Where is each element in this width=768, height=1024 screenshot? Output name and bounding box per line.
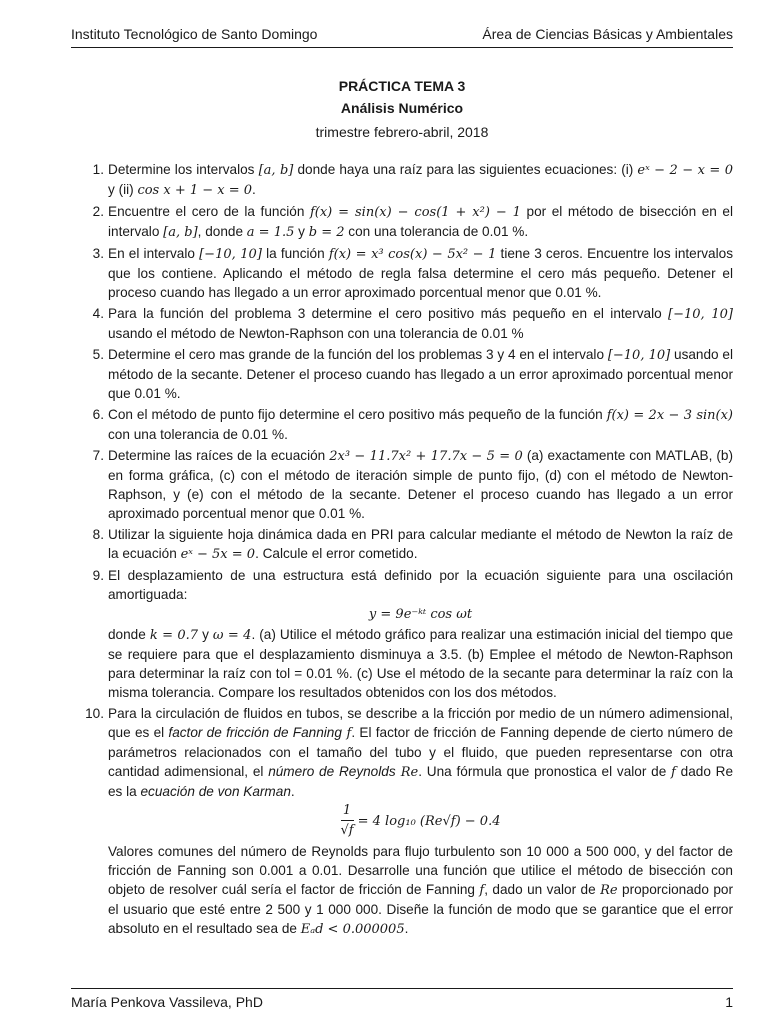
problem-text: la función xyxy=(261,246,329,261)
problem-text: Determine el cero mas grande de la función del los problemas 3 y 4 en el intervalo xyxy=(108,347,608,362)
problem-text: , donde xyxy=(197,224,247,239)
equation-rhs: = 4 log₁₀ (Re√f) − 0.4 xyxy=(357,814,501,829)
problem-number: 4. xyxy=(92,306,104,321)
problem-1 xyxy=(92,160,734,200)
problem-2 xyxy=(92,202,733,242)
problem-number: 6. xyxy=(92,407,104,422)
problem-text: y xyxy=(294,224,309,239)
math-inline: cos x + 1 − x = 0 xyxy=(137,183,253,198)
math-inline: Re xyxy=(600,883,618,898)
page-header xyxy=(71,25,733,44)
problem-text: , dado un valor de xyxy=(484,882,601,897)
problem-text: El desplazamiento de una estructura está definido por la ecuación siguiente para una oscilación amortiguada: xyxy=(108,568,733,602)
problem-text: con una tolerancia de 0.01 %. xyxy=(108,427,288,442)
problem-text: tiene 3 ceros. Encuentre los intervalos que los contiene. Aplicando el método de regla falsa determine el cero más pequeño. Detener el proceso cuando has llegado a un error aproximado porcentual menor que 0.01 %. xyxy=(108,246,733,300)
problem-number: 7. xyxy=(92,448,104,463)
practice-title: PRÁCTICA TEMA 3 xyxy=(338,78,466,94)
fraction-denominator: √f xyxy=(340,823,354,838)
math-inline: eˣ − 5x = 0 xyxy=(180,547,256,562)
math-inline: f xyxy=(341,726,352,741)
problem-5 xyxy=(92,345,733,403)
problem-text: Utilizar la siguiente hoja dinámica dada en PRI para calcular mediante el método de Newton la raíz de la ecuación xyxy=(108,527,733,561)
problem-text: . (a) Utilice el método gráfico para realizar una estimación inicial del tiempo que se requiere para que el desplazamiento disminuya a 3.5. (b) Emplee el método de Newton-Raphson para determinar la raíz con tol = 0.01 %. (c) Use el método de la secante para determinar la raíz con la misma tolerancia. Compare los resultados obtenidos con los dos métodos. xyxy=(108,627,734,700)
problem-6 xyxy=(92,405,733,444)
problem-text: Para la función del problema 3 determine el cero positivo más pequeño en el intervalo xyxy=(108,306,669,321)
header-rule xyxy=(71,47,733,48)
math-inline: f(x) = x³ cos(x) − 5x² − 1 xyxy=(328,247,497,262)
problem-text: y xyxy=(198,627,213,642)
problem-text: Valores comunes del número de Reynolds para flujo turbulento son 10 000 a 500 000, y del factor de fricción de Fanning son 0.001 a 0.01. Desarrolle una función que utilice el método de bisección con objeto de resolver cuál sería el factor de fricción de Fanning xyxy=(108,844,733,897)
math-inline: [−10, 10] xyxy=(668,307,733,322)
footer-author: María Penkova Vassileva, PhD xyxy=(71,994,263,1010)
page-footer xyxy=(71,993,733,1012)
fraction xyxy=(341,802,354,841)
footer-rule xyxy=(71,988,733,989)
math-inline: ω = 4 xyxy=(212,628,252,643)
title-block xyxy=(71,76,733,142)
problem-number: 5. xyxy=(92,347,104,362)
math-inline: f xyxy=(479,883,485,898)
math-inline: 2x³ − 11.7x² + 17.7x − 5 = 0 xyxy=(329,449,523,464)
math-inline: f xyxy=(671,765,676,780)
problem-text: donde haya una raíz para las siguientes ecuaciones: (i) xyxy=(293,162,638,177)
problem-text: usando el método de Newton-Raphson con una tolerancia de 0.01 % xyxy=(108,326,524,341)
problem-text: . xyxy=(290,784,295,799)
problem-number: 2. xyxy=(92,204,104,219)
problem-text: proporcionado por el usuario que esté entre 2 500 y 1 000 000. Diseñe la función de modo que se garantice que el error absoluto en el resultado sea de xyxy=(108,882,733,936)
problem-list xyxy=(85,160,734,941)
math-inline: Eₐd < 0.000005 xyxy=(300,922,405,937)
math-inline: [−10, 10] xyxy=(199,247,262,262)
problem-number: 3. xyxy=(92,246,104,261)
term-line: trimestre febrero-abril, 2018 xyxy=(315,124,489,140)
problem-text: Encuentre el cero de la función xyxy=(108,204,310,219)
problem-text: Para la circulación de fluidos en tubos, se describe a la fricción por medio de un número adimensional, que es el xyxy=(108,706,733,740)
problem-text: . xyxy=(252,182,256,197)
math-inline: f(x) = 2x − 3 sin(x) xyxy=(606,408,733,423)
math-inline: [−10, 10] xyxy=(607,348,671,363)
math-inline: a = 1.5 xyxy=(246,225,295,240)
emphasis-term: factor de fricción de Fanning xyxy=(168,725,342,740)
problem-text: . Una fórmula que pronostica el valor de xyxy=(418,764,672,779)
problem-text: usando el método de la secante. Detener el proceso cuando has llegado a un error aproximado porcentual menor que 0.01 %. xyxy=(108,347,733,401)
problem-9 xyxy=(92,566,734,702)
problem-text: dado Re es la xyxy=(108,764,734,799)
header-institution: Instituto Tecnológico de Santo Domingo xyxy=(71,26,318,42)
subject-title: Análisis Numérico xyxy=(340,100,464,116)
problem-text: donde xyxy=(108,627,150,642)
problem-10 xyxy=(85,704,734,939)
math-inline: b = 2 xyxy=(308,225,345,240)
math-inline: eˣ − 2 − x = 0 xyxy=(637,163,734,178)
problem-text: Con el método de punto fijo determine el cero positivo más pequeño de la función xyxy=(108,407,607,422)
problem-number: 9. xyxy=(92,568,104,583)
header-department: Área de Ciencias Básicas y Ambientales xyxy=(482,26,733,42)
math-inline: k = 0.7 xyxy=(149,628,199,643)
problem-7 xyxy=(92,446,733,523)
math-inline: [a, b] xyxy=(163,225,198,240)
problem-4 xyxy=(92,304,733,343)
display-equation: y = 9e⁻ᵏᵗ cos ωt xyxy=(368,607,473,622)
problem-text: Determine los intervalos xyxy=(108,162,259,177)
problem-text: por el método de bisección en el intervalo xyxy=(108,204,733,239)
problem-number: 10. xyxy=(85,706,104,721)
problem-text: . El factor de fricción de Fanning depende de cierto número de parámetros relacionados con el tamaño del tubo y el fluido, que pueden representarse con otra cantidad adimensional, el xyxy=(108,725,734,779)
emphasis-term: número de Reynolds xyxy=(268,764,396,779)
problem-number: 8. xyxy=(92,527,104,542)
problem-text: y (ii) xyxy=(108,182,138,197)
problem-text: (a) exactamente con MATLAB, (b) en forma gráfica, (c) con el método de iteración simple de punto fijo, (d) con el método de Newton-Raphson, y (e) con el método de la secante. Detener el proceso cuando has llegado a un error aproximado porcentual menor que 0.01 %. xyxy=(108,448,733,521)
math-inline: [a, b] xyxy=(258,163,294,178)
problem-text: . Calcule el error cometido. xyxy=(255,546,418,561)
problem-text: En el intervalo xyxy=(108,246,200,261)
problem-number: 1. xyxy=(92,162,104,177)
display-equation xyxy=(108,802,733,841)
problem-text: con una tolerancia de 0.01 %. xyxy=(344,224,529,239)
fraction-numerator: 1 xyxy=(341,802,354,821)
problem-text: . xyxy=(404,921,409,936)
math-inline: Re xyxy=(395,765,419,780)
problem-8 xyxy=(92,525,733,564)
emphasis-term: ecuación de von Karman xyxy=(140,784,291,799)
problem-3 xyxy=(92,244,733,302)
math-inline: f(x) = sin(x) − cos(1 + x²) − 1 xyxy=(309,205,521,220)
problem-text: Determine las raíces de la ecuación xyxy=(108,448,330,463)
page-number: 1 xyxy=(725,994,733,1010)
